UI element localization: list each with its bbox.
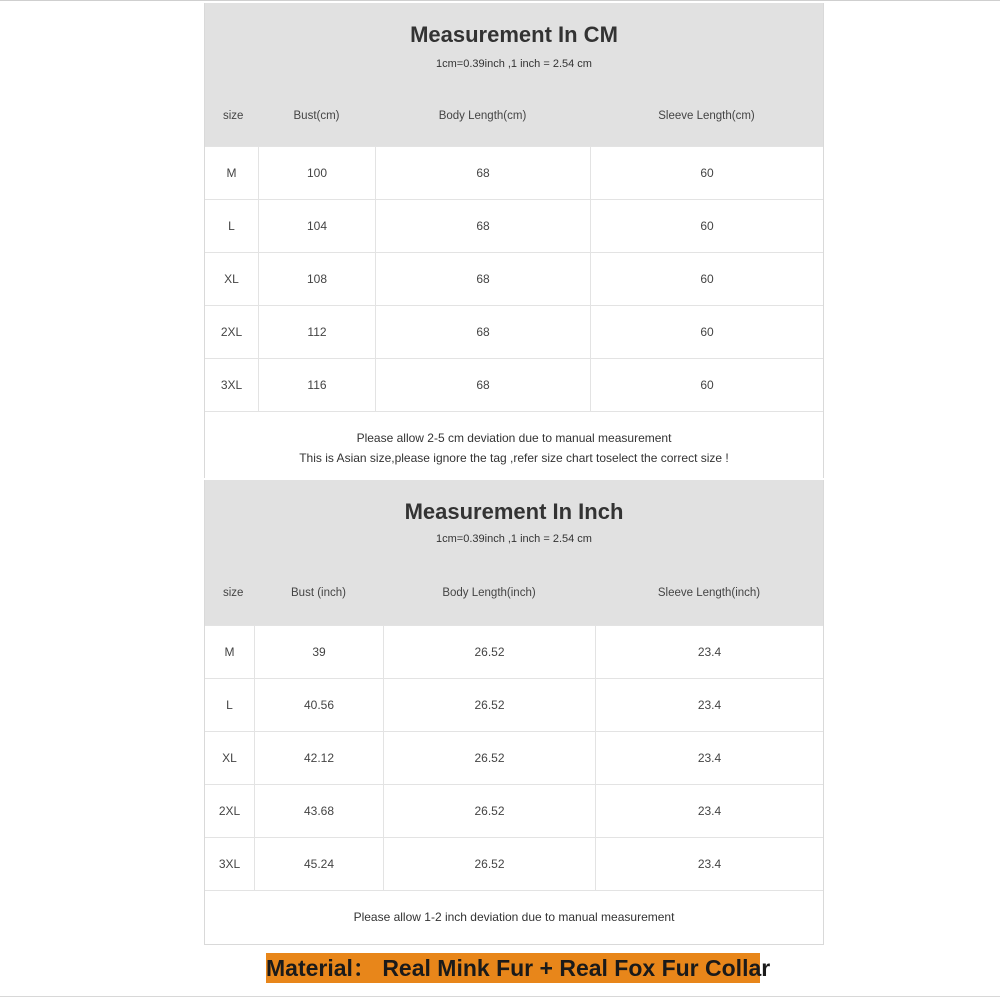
table-row <box>205 731 823 784</box>
body-length-cell: 68 <box>375 359 590 411</box>
bust-cell: 104 <box>258 200 375 252</box>
body-length-cell: 68 <box>375 306 590 358</box>
size-cell: 3XL <box>218 857 241 871</box>
bust-cell: 116 <box>258 359 375 411</box>
inch-table-subtitle: 1cm=0.39inch ,1 inch = 2.54 cm <box>436 533 592 545</box>
column-header-bust: Bust (inch) <box>291 587 346 599</box>
column-header-body-length: Body Length(inch) <box>442 587 536 599</box>
asian-size-note: This is Asian size,please ignore the tag ,refer size chart toselect the correct size ! <box>299 451 729 465</box>
cm-table-subtitle: 1cm=0.39inch ,1 inch = 2.54 cm <box>436 58 592 70</box>
inch-table-body <box>205 625 823 890</box>
body-length-cell: 26.52 <box>383 838 595 890</box>
cm-table-header <box>205 3 823 146</box>
body-length-cell: 26.52 <box>383 785 595 837</box>
table-row <box>205 199 823 252</box>
size-cell: XL <box>224 272 239 286</box>
body-length-cell: 26.52 <box>383 732 595 784</box>
table-row <box>205 146 823 199</box>
body-length-cell: 68 <box>375 253 590 305</box>
sleeve-length-cell: 60 <box>590 306 823 358</box>
bust-cell: 43.68 <box>254 785 383 837</box>
sleeve-length-cell: 60 <box>590 200 823 252</box>
inch-size-table <box>204 480 824 945</box>
column-header-sleeve-length: Sleeve Length(inch) <box>657 587 761 599</box>
top-divider <box>0 0 1000 1</box>
sleeve-length-cell: 23.4 <box>595 626 823 678</box>
bust-cell: 45.24 <box>254 838 383 890</box>
cm-size-table <box>204 3 824 478</box>
deviation-note: Please allow 2-5 cm deviation due to manual measurement <box>356 431 672 445</box>
cm-table-title: Measurement In CM <box>410 22 618 47</box>
sleeve-length-cell: 60 <box>590 147 823 199</box>
body-length-cell: 68 <box>375 200 590 252</box>
sleeve-length-cell: 23.4 <box>595 785 823 837</box>
bust-cell: 100 <box>258 147 375 199</box>
inch-column-headers <box>205 587 823 599</box>
column-header-sleeve-length: Sleeve Length(cm) <box>658 110 755 122</box>
bust-cell: 39 <box>254 626 383 678</box>
sleeve-length-cell: 23.4 <box>595 838 823 890</box>
table-row <box>205 358 823 411</box>
column-header-body-length: Body Length(cm) <box>438 110 527 122</box>
inch-table-header <box>205 480 823 625</box>
size-cell: 3XL <box>220 378 243 392</box>
bust-cell: 112 <box>258 306 375 358</box>
sleeve-length-cell: 23.4 <box>595 679 823 731</box>
cm-table-body <box>205 146 823 411</box>
cm-column-headers <box>205 110 823 122</box>
size-cell: 2XL <box>218 804 241 818</box>
bust-cell: 42.12 <box>254 732 383 784</box>
column-header-size: size <box>223 587 244 599</box>
material-banner: Material： Real Mink Fur + Real Fox Fur Collar <box>266 955 771 981</box>
cm-table-note <box>205 411 823 478</box>
body-length-cell: 68 <box>375 147 590 199</box>
column-header-bust: Bust(cm) <box>293 110 340 122</box>
table-row <box>205 678 823 731</box>
deviation-note: Please allow 1-2 inch deviation due to manual measurement <box>353 910 675 924</box>
inch-table-note <box>205 890 823 945</box>
sleeve-length-cell: 60 <box>590 359 823 411</box>
size-cell: XL <box>222 751 237 765</box>
size-cell: M <box>224 645 235 659</box>
body-length-cell: 26.52 <box>383 626 595 678</box>
size-cell: M <box>226 166 237 180</box>
table-row <box>205 625 823 678</box>
bust-cell: 108 <box>258 253 375 305</box>
size-cell: L <box>226 698 233 712</box>
table-row <box>205 837 823 890</box>
table-row <box>205 305 823 358</box>
table-row <box>205 784 823 837</box>
size-cell: L <box>228 219 235 233</box>
sleeve-length-cell: 60 <box>590 253 823 305</box>
sleeve-length-cell: 23.4 <box>595 732 823 784</box>
body-length-cell: 26.52 <box>383 679 595 731</box>
bottom-divider <box>0 996 1000 997</box>
table-row <box>205 252 823 305</box>
size-cell: 2XL <box>220 325 243 339</box>
column-header-size: size <box>223 110 244 122</box>
inch-table-title: Measurement In Inch <box>404 499 624 524</box>
bust-cell: 40.56 <box>254 679 383 731</box>
